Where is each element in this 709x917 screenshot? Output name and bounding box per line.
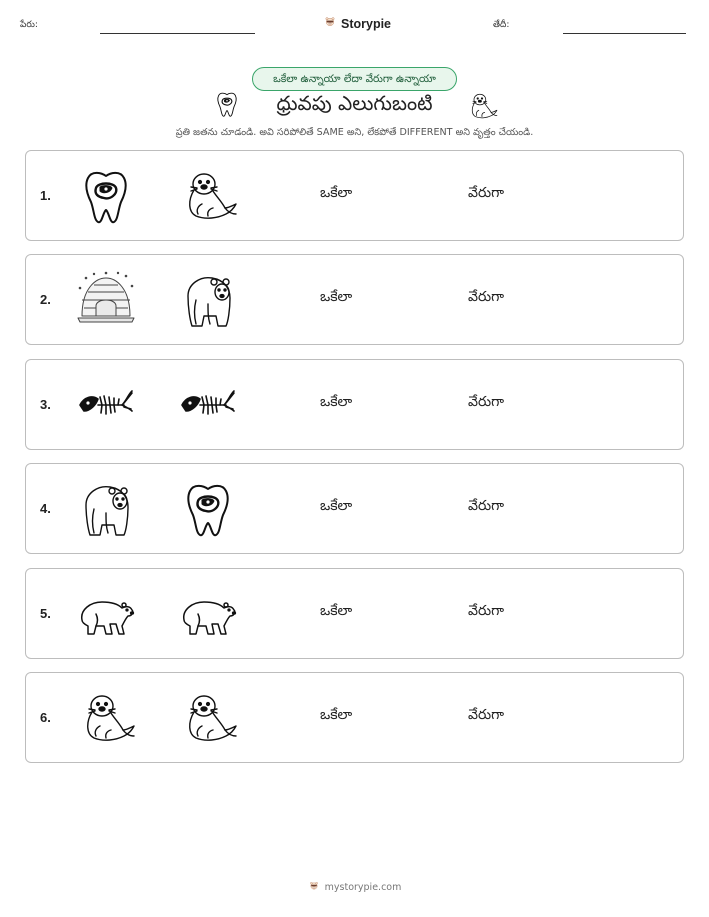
same-option[interactable]: ఒకేలా <box>320 289 353 305</box>
different-option[interactable]: వేరుగా <box>468 394 504 410</box>
question-number: 3. <box>40 397 51 412</box>
question-row <box>25 672 684 763</box>
footer <box>0 880 709 895</box>
name-field[interactable] <box>100 33 255 34</box>
brand-name: Storypie <box>341 16 392 31</box>
seal-icon <box>465 90 499 126</box>
seal-icon <box>76 688 136 748</box>
different-option[interactable]: వేరుగా <box>468 707 504 723</box>
igloo-icon <box>76 270 136 330</box>
walking-bear-icon <box>178 584 238 644</box>
question-row <box>25 568 684 659</box>
question-number: 1. <box>40 188 51 203</box>
date-label: తేదీ: <box>493 20 510 30</box>
brand <box>323 14 391 33</box>
question-row <box>25 150 684 241</box>
fish-skeleton-icon <box>178 375 238 435</box>
name-label: పేరు: <box>20 20 38 30</box>
question-number: 5. <box>40 606 51 621</box>
polar-bear-icon <box>76 479 136 539</box>
tooth-icon <box>76 166 136 226</box>
different-option[interactable]: వేరుగా <box>468 603 504 619</box>
storypie-logo-icon <box>308 880 320 895</box>
different-option[interactable]: వేరుగా <box>468 498 504 514</box>
storypie-logo-icon <box>323 14 337 33</box>
same-option[interactable]: ఒకేలా <box>320 603 353 619</box>
same-option[interactable]: ఒకేలా <box>320 707 353 723</box>
same-option[interactable]: ఒకేలా <box>320 185 353 201</box>
walking-bear-icon <box>76 584 136 644</box>
question-row <box>25 254 684 345</box>
question-number: 6. <box>40 710 51 725</box>
topic-pill: ఒకేలా ఉన్నాయా లేదా వేరుగా ఉన్నాయా <box>252 67 457 91</box>
instructions: ప్రతి జతను చూడండి. అవి సరిపోలితే SAME అని, లేకపోతే DIFFERENT అని వృత్తం చేయండి. <box>175 127 534 138</box>
date-field[interactable] <box>563 33 686 34</box>
question-number: 2. <box>40 292 51 307</box>
tooth-icon <box>178 479 238 539</box>
fish-skeleton-icon <box>76 375 136 435</box>
page-title: ధ్రువపు ఎలుగుబంటి <box>276 91 433 115</box>
same-option[interactable]: ఒకేలా <box>320 498 353 514</box>
title-row <box>0 90 709 124</box>
footer-url[interactable]: mystorypie.com <box>324 882 402 893</box>
question-row <box>25 359 684 450</box>
question-row <box>25 463 684 554</box>
different-option[interactable]: వేరుగా <box>468 185 504 201</box>
question-number: 4. <box>40 501 51 516</box>
same-option[interactable]: ఒకేలా <box>320 394 353 410</box>
polar-bear-icon <box>178 270 238 330</box>
seal-icon <box>178 688 238 748</box>
different-option[interactable]: వేరుగా <box>468 289 504 305</box>
worksheet-header <box>0 14 709 38</box>
seal-icon <box>178 166 238 226</box>
